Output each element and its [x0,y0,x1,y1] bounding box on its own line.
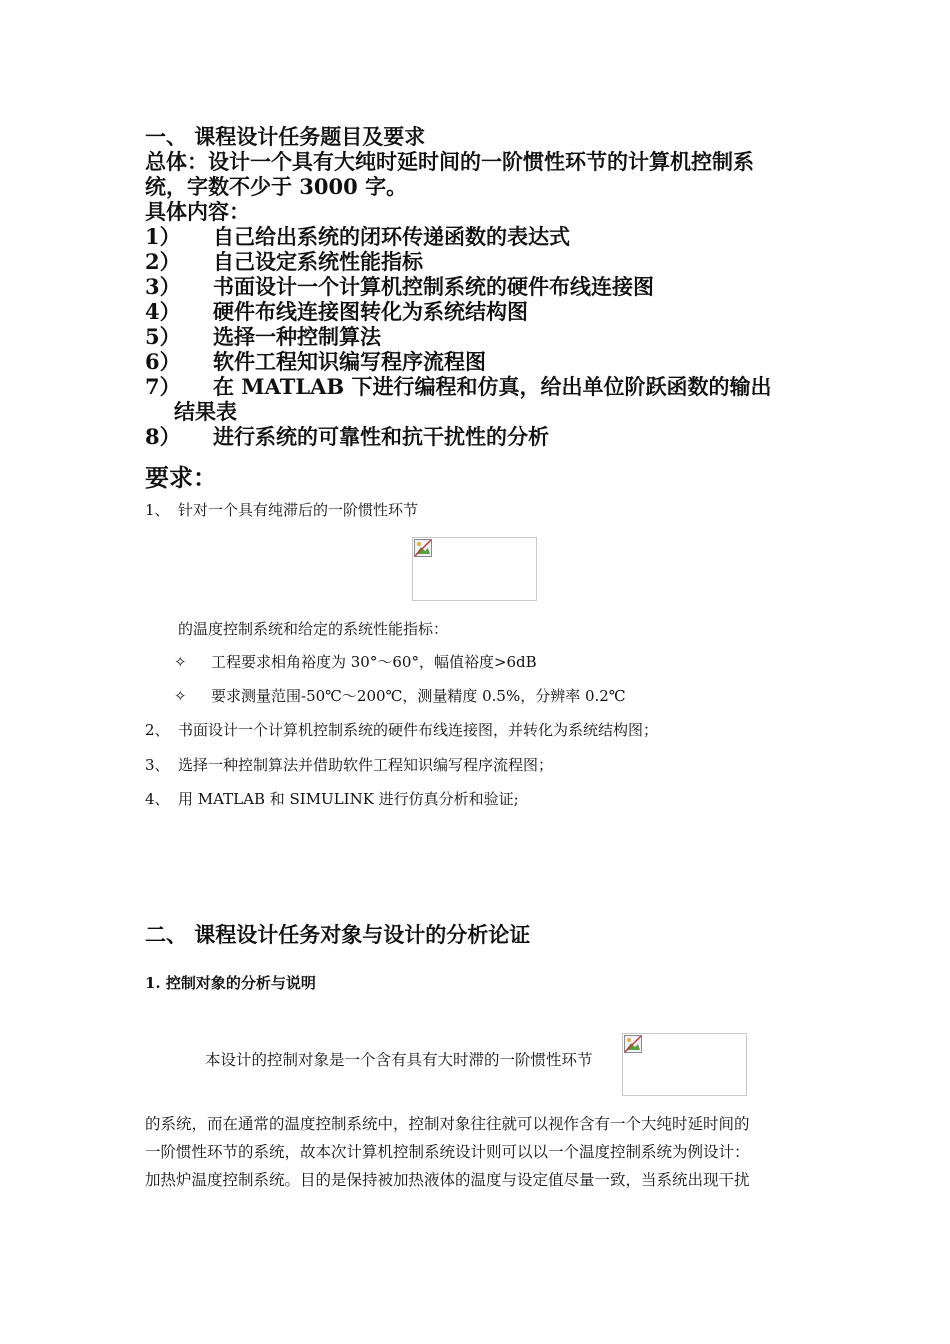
formula-image-placeholder [412,537,537,601]
item-number: 2） [145,249,181,274]
requirement-1 [145,500,418,520]
broken-image-icon [414,539,432,557]
diamond-bullet-icon: ✧ [174,687,187,705]
content-item-8 [145,424,549,449]
requirements-heading: 要求： [145,463,217,492]
body-line: 加热炉温度控制系统。目的是保持被加热液体的温度与设定值尽量一致，当系统出现干扰 [145,1171,750,1189]
content-item-7 [145,374,771,399]
requirement-3 [145,755,553,775]
content-item-5 [145,324,381,349]
bullet-text: 工程要求相角裕度为 30°～60°，幅值裕度>6dB [211,653,537,671]
item-number: 7） [145,374,181,399]
content-item-6 [145,349,486,374]
requirement-number: 2、 [145,721,170,739]
content-item-2 [145,249,423,274]
requirement-text: 选择一种控制算法并借助软件工程知识编写程序流程图； [178,756,554,774]
overall-line-1: 总体：设计一个具有大纯时延时间的一阶惯性环节的计算机控制系 [145,149,754,174]
item-number: 1） [145,224,181,249]
requirement-text: 书面设计一个计算机控制系统的硬件布线连接图，并转化为系统结构图； [178,721,659,739]
item-text: 自己给出系统的闭环传递函数的表达式 [213,224,570,249]
requirement-2 [145,720,658,740]
requirement-number: 1、 [145,501,170,519]
item-text: 硬件布线连接图转化为系统结构图 [213,299,528,324]
item-text: 自己设定系统性能指标 [213,249,423,274]
bullet-text: 要求测量范围-50℃～200℃，测量精度 0.5%，分辨率 0.2℃ [211,687,626,705]
item-number: 3） [145,274,181,299]
content-item-7-continuation: 结果表 [174,399,237,424]
section2-heading: 二、 课程设计任务对象与设计的分析论证 [145,922,531,947]
item-text: 书面设计一个计算机控制系统的硬件布线连接图 [213,274,654,299]
requirement-text: 用 MATLAB 和 SIMULINK 进行仿真分析和验证; [178,790,519,808]
item-text: 进行系统的可靠性和抗干扰性的分析 [213,424,549,449]
bullet-1 [174,652,537,672]
transfer-function-image-placeholder [622,1033,747,1096]
item-text: 在 MATLAB 下进行编程和仿真，给出单位阶跃函数的输出 [213,374,772,399]
requirement-number: 4、 [145,790,170,808]
item-text: 选择一种控制算法 [213,324,381,349]
content-item-4 [145,299,528,324]
diamond-bullet-icon: ✧ [174,653,187,671]
item-text: 软件工程知识编写程序流程图 [213,349,486,374]
content-item-1 [145,224,570,249]
body-line: 的系统，而在通常的温度控制系统中，控制对象往往就可以视作含有一个大纯时延时间的 [145,1115,750,1133]
content-item-3 [145,274,654,299]
item-number: 6） [145,349,181,374]
section2-subheading: 1. 控制对象的分析与说明 [145,974,316,992]
item-number: 8） [145,424,181,449]
requirement-4 [145,789,519,809]
item-number: 4） [145,299,181,324]
section2-intro: 本设计的控制对象是一个含有具有大时滞的一阶惯性环节 [205,1051,593,1069]
content-label: 具体内容： [145,199,250,224]
overall-line-2: 统，字数不少于 3000 字。 [145,174,408,199]
requirement-number: 3、 [145,756,170,774]
item-number: 5） [145,324,181,349]
requirement-1-continuation: 的温度控制系统和给定的系统性能指标： [178,620,449,638]
requirement-text: 针对一个具有纯滞后的一阶惯性环节 [178,501,419,519]
bullet-2 [174,686,626,706]
broken-image-icon [624,1035,642,1053]
section2-body [145,1110,807,1194]
body-line: 一阶惯性环节的系统，故本次计算机控制系统设计则可以以一个温度控制系统为例设计： [145,1143,750,1161]
section1-heading: 一、 课程设计任务题目及要求 [145,124,426,149]
